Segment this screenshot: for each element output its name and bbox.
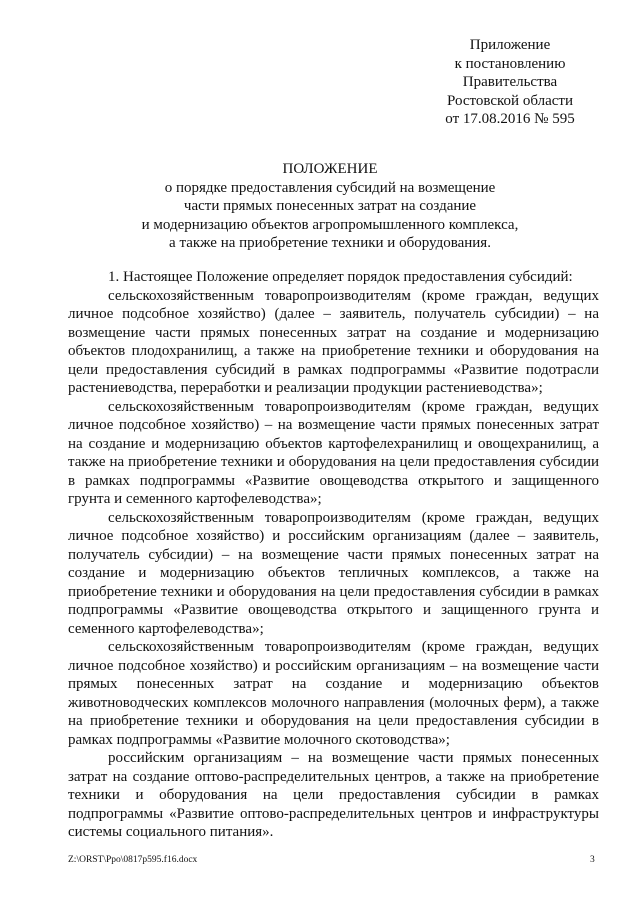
appendix-line: Ростовской области (447, 92, 573, 109)
title-line: о порядке предоставления субсидий на возмещение (164, 179, 496, 196)
appendix-header (425, 36, 595, 129)
appendix-line: Правительства (462, 74, 558, 90)
document-heading: ПОЛОЖЕНИЕ (282, 161, 378, 177)
appendix-date-number: от 17.08.2016 № 595 (445, 111, 575, 127)
paragraph-item: сельскохозяйственным товаропроизводителям (кроме граждан, ведущих личное подсобное хозяйство) и российским организациям – на возмещение части прямых понесенных затрат на создание и модернизацию объектов животноводческих комплексов молочного направления (молочных ферм), а также на приобретение техники и оборудования на цели предоставления субсидии в рамках подпрограммы «Развитие молочного скотоводства»; (68, 639, 599, 748)
paragraph-item: российским организациям – на возмещение части прямых понесенных затрат на создание оптово-распределительных центров, а также на приобретение техники и оборудования на цели предоставления субсидии в рамках подпрограммы «Развитие оптово-распределительных центров и инфраструктуры системы социального питания». (68, 750, 599, 840)
paragraph-intro: 1. Настоящее Положение определяет порядок предоставления субсидий: (108, 269, 573, 285)
title-line: части прямых понесенных затрат на создание (183, 198, 477, 214)
paragraph-item: сельскохозяйственным товаропроизводителям (кроме граждан, ведущих личное подсобное хозяйство) – на возмещение части прямых понесенных затрат на создание и модернизацию объектов картофелехранилищ и овощехранилищ, а также на приобретение техники и оборудования на цели предоставления субсидии в рамках подпрограммы «Развитие овощеводства открытого и защищенного грунта и семенного картофелеводства»; (68, 398, 599, 507)
footer-page-number: 3 (590, 855, 595, 865)
title-line: и модернизацию объектов агропромышленного комплекса, (141, 216, 519, 233)
title-line: а также на приобретение техники и оборудования. (169, 235, 491, 251)
document-title-block (100, 160, 560, 253)
paragraph-item: сельскохозяйственным товаропроизводителям (кроме граждан, ведущих личное подсобное хозяйство) (далее – заявитель, получатель субсидии) – на возмещение части прямых понесенных затрат на создание и модернизацию объектов плодохранилищ, а также на приобретение техники и оборудования на цели предоставления субсидий в рамках подпрограммы «Развитие подотрасли растениеводства, переработки и реализации продукции растениеводства»; (68, 287, 599, 396)
appendix-line: к постановлению (454, 55, 566, 72)
document-body (68, 268, 599, 842)
paragraph-item: сельскохозяйственным товаропроизводителям (кроме граждан, ведущих личное подсобное хозяйство) и российским организациям (далее – заявитель, получатель субсидии) – на возмещение части прямых понесенных затрат на создание и модернизацию объектов тепличных комплексов, а также на приобретение техники и оборудования на цели предоставления субсидии в рамках подпрограммы «Развитие овощеводства открытого и защищенного грунта и семенного картофелеводства»; (68, 509, 599, 637)
footer-file-path: Z:\ORST\Ppo\0817p595.f16.docx (68, 855, 198, 865)
appendix-line: Приложение (469, 37, 551, 53)
